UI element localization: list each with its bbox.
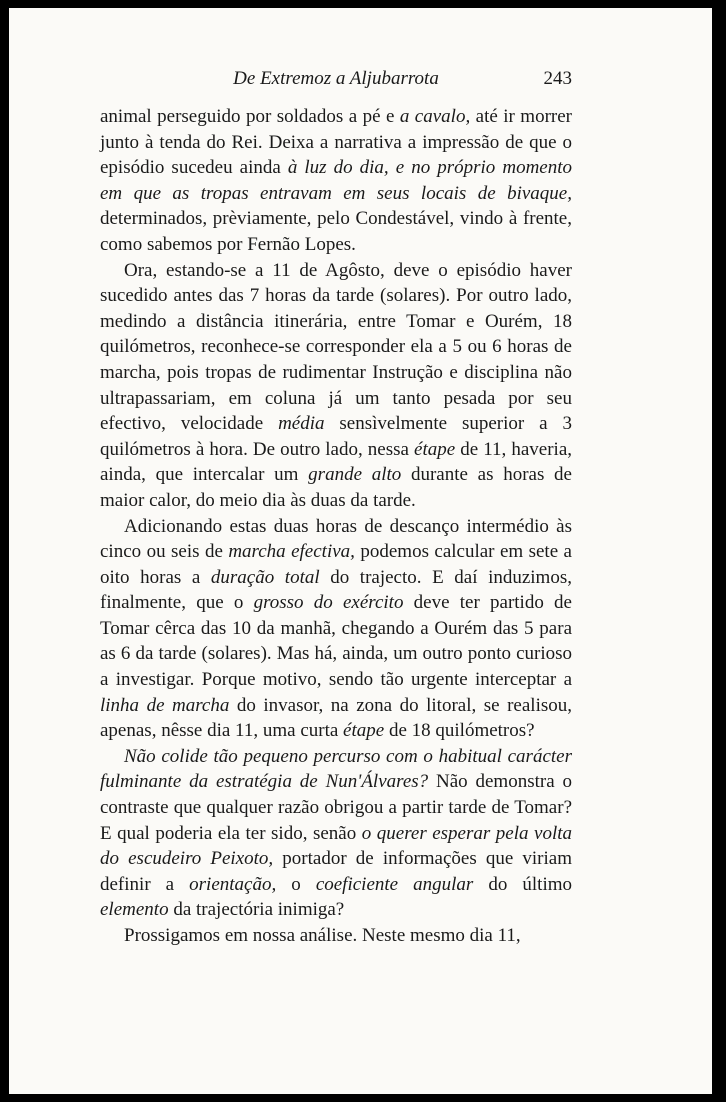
italic-text: coeficiente angular [315,873,474,895]
text-run: sensìvelmente superior a 3 quilómetros à hora. De outro lado, nessa [100,413,572,460]
text-run: do invasor, na zona do litoral, se realisou, apenas, nêsse dia 11, uma curta [100,694,572,742]
text-run: podemos calcular em sete a oito horas a [100,541,572,588]
text-run: deve ter partido de Tomar cêrca das 10 da manhã, chegando a Ourém das 5 para as 6 da tarde (solares). Mas há, ainda, um outro ponto curioso a investigar. Porque motivo, sendo tão urgente interceptar a [100,592,572,691]
italic-text: étape [414,438,456,460]
italic-text: marcha efectiva, [228,541,355,563]
text-run: determinados, prèviamente, pelo Condestável, vindo à frente, como sabemos por Fernão Lopes. [100,208,572,255]
text-run: da trajectória inimiga? [168,899,345,921]
text-run: durante as horas de maior calor, do meio dia às duas da tarde. [100,464,572,511]
text-run: de 11, haveria, ainda, que intercalar um [100,438,573,486]
text-run: animal perseguido por soldados a pé e [100,106,400,127]
text-run: até ir morrer junto à tenda do Rei. Deixa a narrativa a impressão de que o episódio sucedeu ainda [100,106,572,179]
paragraph-3 [100,514,572,744]
text-run: Não demonstra o contraste que qualquer razão obrigou a partir tarde de Tomar? E qual poderia ela ter sido, senão [100,771,572,844]
italic-text: média [278,413,325,435]
italic-text: grosso do exército [253,592,404,614]
text-run: do último [473,873,572,895]
page-header [100,64,572,98]
italic-text: linha de marcha [100,694,230,716]
italic-text: orientação, [189,873,277,895]
italic-text: duração total [210,566,320,588]
italic-text: à luz do dia, e no próprio momento em que as tropas entravam em seus locais de bivaque, [100,157,572,204]
text-run: de 18 quilómetros? [384,720,535,742]
paragraph-4 [100,744,572,923]
text-run: portador de informações que viriam definir a [100,848,573,895]
italic-text: grande alto [308,464,402,486]
paragraph-1 [100,104,572,258]
paragraph-5 [100,923,572,949]
italic-text: elemento [100,899,169,921]
text-run: do trajecto. E daí induzimos, finalmente, que o [100,566,572,614]
text-run: Prossigamos em nossa análise. Neste mesmo dia 11, [124,925,521,946]
paragraph-2 [100,258,572,514]
text-run: Ora, estando-se a 11 de Agôsto, deve o episódio haver sucedido antes das 7 horas da tarde (solares). Por outro lado, medindo a distância itinerária, entre Tomar e Ourém, 18 quilómetros, reconhece-se corresponder ela a 5 ou 6 horas de marcha, pois tropas de rudimentar Instrução e disciplina não ultrapassariam, em coluna já um tanto pesada por seu efectivo, velocidade [100,259,572,435]
running-title: De Extremoz a Aljubarrota [233,68,439,89]
italic-text: a cavalo, [399,106,471,127]
text-run: o [276,873,316,895]
body-text [100,104,572,949]
italic-text: Não colide tão pequeno percurso com o habitual carácter fulminante da estratégia de Nun'Álvares? [100,745,572,793]
text-run: Adicionando estas duas horas de descanço intermédio às cinco ou seis de [100,515,572,563]
italic-text: o querer esperar pela volta do escudeiro Peixoto, [100,822,572,870]
page-number: 243 [543,68,572,89]
italic-text: étape [343,720,385,742]
